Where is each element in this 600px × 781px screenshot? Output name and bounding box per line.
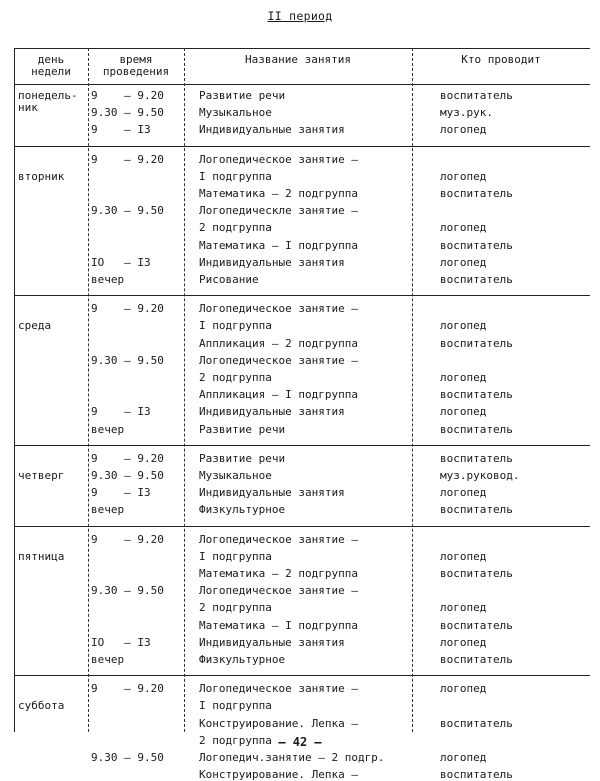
session-name: 2 подгруппа <box>199 733 272 747</box>
session-name: Логопедическле занятие – <box>199 204 358 218</box>
column-divider <box>412 48 413 732</box>
session-name: Математика – I подгруппа <box>199 238 358 252</box>
session-name: Конструирование. Лепка – <box>199 716 358 730</box>
session-name: Логопедическое занятие – <box>199 584 358 598</box>
session-name: Логопедическое занятие – <box>199 302 358 316</box>
session-instructor: логопед <box>440 682 487 696</box>
session-time: 9.30 – 9.50 <box>91 469 164 482</box>
session-name: Логопедич.занятие – 2 подгр. <box>199 751 385 764</box>
row-separator <box>14 675 590 676</box>
session-time: 9 – I3 <box>91 405 151 419</box>
session-time: 9.30 – 9.50 <box>91 751 164 764</box>
session-time: 9 – 9.20 <box>91 682 164 696</box>
session-instructor: воспитатель <box>440 187 513 200</box>
session-name: Индивидуальные занятия <box>199 405 345 419</box>
row-separator <box>14 295 590 296</box>
session-time: вечер <box>91 653 125 666</box>
session-instructor: воспитатель <box>440 653 513 666</box>
header-cell: день недели <box>31 53 71 78</box>
session-name: Индивидуальные занятия <box>199 635 345 649</box>
session-instructor: воспитатель <box>440 273 513 286</box>
session-instructor: логопед <box>440 255 487 269</box>
header-cell: время проведения <box>102 53 170 78</box>
session-instructor: логопед <box>440 319 487 333</box>
session-name: Математика – 2 подгруппа <box>199 187 358 200</box>
session-instructor: воспитатель <box>440 422 513 436</box>
session-instructor: логопед <box>440 486 487 500</box>
day-name: вторник <box>18 169 65 183</box>
session-name: Аппликация – I подгруппа <box>199 388 358 402</box>
session-instructor: муз.руковод. <box>440 469 520 482</box>
session-time: 9.30 – 9.50 <box>91 204 164 218</box>
session-name: Логопедическое занятие – <box>199 682 358 696</box>
session-time: 9 – I3 <box>91 486 151 500</box>
session-name: I подгруппа <box>199 549 272 563</box>
session-instructor: воспитатель <box>440 768 513 781</box>
session-name: 2 подгруппа <box>199 371 272 384</box>
session-name: Индивидуальные занятия <box>199 486 345 500</box>
session-instructor: воспитатель <box>440 503 513 517</box>
session-instructor: воспитатель <box>440 238 513 252</box>
day-name: среда <box>18 319 52 333</box>
session-name: Аппликация – 2 подгруппа <box>199 336 358 350</box>
session-time: вечер <box>91 273 125 286</box>
session-name: Физкультурное <box>199 653 286 666</box>
session-time: IO – I3 <box>91 255 151 269</box>
session-instructor: воспитатель <box>440 89 513 102</box>
session-name: Математика – I подгруппа <box>199 618 358 632</box>
session-time: 9 – 9.20 <box>91 89 164 102</box>
session-instructor: воспитатель <box>440 618 513 632</box>
header-cell: Кто проводит <box>461 53 541 66</box>
session-instructor: логопед <box>440 601 487 615</box>
session-name: I подгруппа <box>199 319 272 333</box>
page-number: – 42 – <box>278 735 322 749</box>
session-instructor: логопед <box>440 169 487 183</box>
session-instructor: логопед <box>440 549 487 563</box>
session-instructor: логопед <box>440 123 487 137</box>
session-name: Конструирование. Лепка – <box>199 768 358 781</box>
session-name: Физкультурное <box>199 503 286 517</box>
session-name: Логопедическое занятие – <box>199 532 358 546</box>
session-time: 9 – 9.20 <box>91 302 164 316</box>
session-instructor: логопед <box>440 221 487 235</box>
day-name: понедель- ник <box>18 89 78 114</box>
session-instructor: воспитатель <box>440 336 513 350</box>
row-separator <box>14 526 590 527</box>
session-name: Индивидуальные занятия <box>199 123 345 137</box>
day-name: пятница <box>18 549 65 563</box>
session-name: Логопедическое занятие – <box>199 353 358 367</box>
column-divider <box>88 48 89 732</box>
header-bottom-rule <box>14 84 590 85</box>
header-cell: Название занятия <box>245 53 351 66</box>
session-name: Музыкальное <box>199 106 272 120</box>
session-time: 9.30 – 9.50 <box>91 353 164 367</box>
session-name: Развитие речи <box>199 89 286 102</box>
session-time: вечер <box>91 503 125 517</box>
session-instructor: воспитатель <box>440 567 513 580</box>
day-name: четверг <box>18 469 65 482</box>
session-instructor: воспитатель <box>440 388 513 402</box>
session-instructor: воспитатель <box>440 451 513 465</box>
session-name: Математика – 2 подгруппа <box>199 567 358 580</box>
session-instructor: логопед <box>440 751 487 764</box>
session-name: 2 подгруппа <box>199 601 272 615</box>
session-name: Индивидуальные занятия <box>199 255 345 269</box>
session-name: Музыкальное <box>199 469 272 482</box>
page-title: II период <box>267 9 333 23</box>
session-time: вечер <box>91 422 125 436</box>
session-time: 9 – I3 <box>91 123 151 137</box>
session-name: 2 подгруппа <box>199 221 272 235</box>
row-separator <box>14 146 590 147</box>
column-divider <box>184 48 185 732</box>
session-name: Развитие речи <box>199 451 286 465</box>
session-time: 9.30 – 9.50 <box>91 584 164 598</box>
row-separator <box>14 445 590 446</box>
session-time: IO – I3 <box>91 635 151 649</box>
day-name: суббота <box>18 699 65 713</box>
session-name: I подгруппа <box>199 169 272 183</box>
session-name: Рисование <box>199 273 259 286</box>
session-time: 9.30 – 9.50 <box>91 106 164 120</box>
session-name: Развитие речи <box>199 422 286 436</box>
session-instructor: воспитатель <box>440 716 513 730</box>
session-name: I подгруппа <box>199 699 272 713</box>
session-instructor: логопед <box>440 635 487 649</box>
session-time: 9 – 9.20 <box>91 451 164 465</box>
session-instructor: логопед <box>440 405 487 419</box>
session-instructor: муз.рук. <box>440 106 493 120</box>
session-time: 9 – 9.20 <box>91 152 164 166</box>
session-name: Логопедическое занятие – <box>199 152 358 166</box>
session-instructor: логопед <box>440 371 487 384</box>
column-divider <box>14 48 15 732</box>
table-top-rule <box>14 48 590 49</box>
session-time: 9 – 9.20 <box>91 532 164 546</box>
